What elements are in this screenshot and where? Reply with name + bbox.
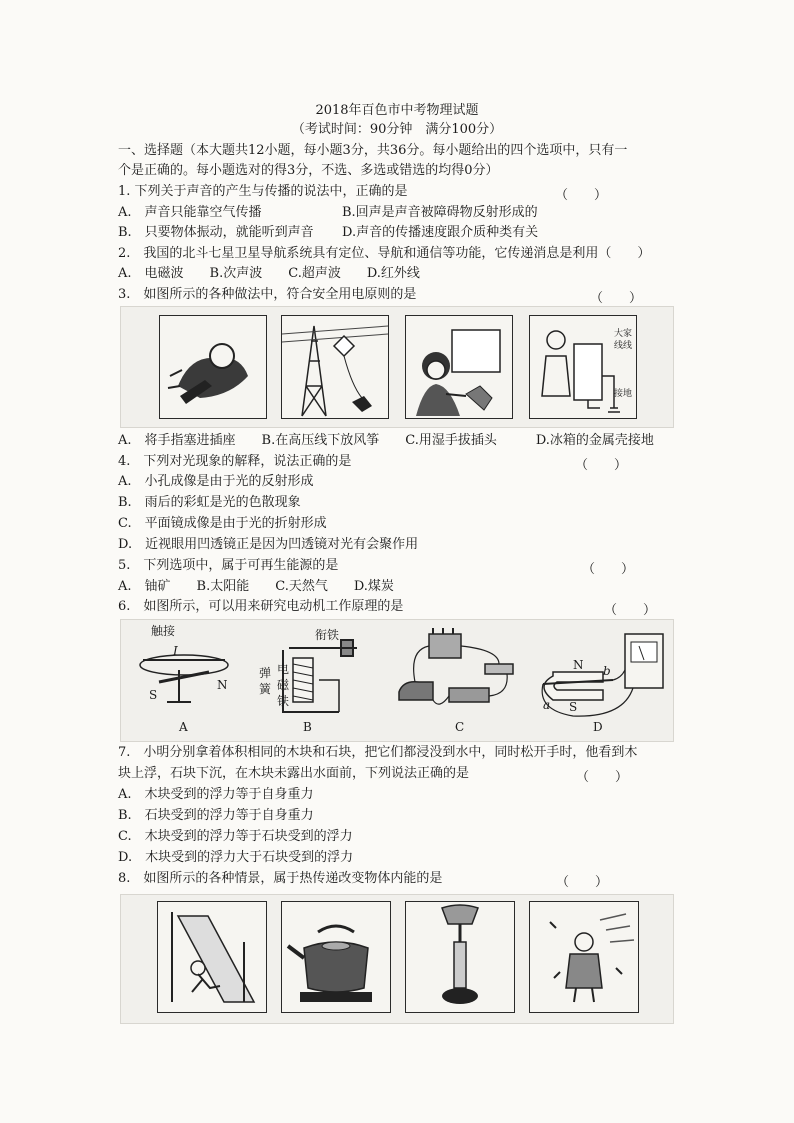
- q2-stem: 2. 我国的北斗七星卫星导航系统具有定位、导航和通信等功能，它传递消息是利用（ ）: [118, 246, 651, 261]
- q7-stem-line-2: 块上浮，石块下沉，在木块未露出水面前，下列说法正确的是: [118, 766, 470, 781]
- q6-diagram-c: [389, 620, 529, 741]
- q6-stem: 6. 如图所示，可以用来研究电动机工作原理的是: [118, 599, 404, 614]
- q6-em-label-1: 电: [277, 662, 290, 676]
- q3-options: A. 将手指塞进插座 B.在高压线下放风筝 C.用湿手拔插头 D.冰箱的金属壳接地: [118, 433, 654, 448]
- q6-fig-d-label: D: [593, 720, 603, 734]
- q7-stem-line-1: 7. 小明分别拿着体积相同的木块和石块，把它们都浸没到水中，同时松开手时，他看到木: [118, 745, 638, 760]
- q6-fig-b-label: B: [303, 720, 312, 734]
- q3-panel-finger-socket: [159, 315, 267, 419]
- q1-answer-paren: （ ）: [555, 188, 608, 203]
- q1-option-b: B.回声是声音被障碍物反射形成的: [342, 205, 538, 220]
- q6-answer-paren: （ ）: [604, 603, 657, 618]
- q6-a-n-label: N: [217, 678, 228, 692]
- q3-fig-label-3: 接地: [614, 389, 633, 399]
- q3-panel-fridge-grounding: [529, 315, 637, 419]
- q7-option-c: C. 木块受到的浮力等于石块受到的浮力: [118, 829, 353, 844]
- q5-options: A. 铀矿 B.太阳能 C.天然气 D.煤炭: [118, 579, 394, 594]
- q4-stem: 4. 下列对光现象的解释，说法正确的是: [118, 454, 352, 469]
- section-instructions-2: 个是正确的。每小题选对的得3分，不选、多选或错选的均得0分）: [118, 163, 499, 178]
- q6-d-b-label: b: [603, 664, 611, 678]
- q8-panel-slide: [157, 901, 267, 1013]
- q5-stem: 5. 下列选项中，属于可再生能源的是: [118, 558, 339, 573]
- q6-diagram-b: [253, 620, 373, 741]
- q7-option-d: D. 木块受到的浮力大于石块受到的浮力: [118, 850, 354, 865]
- q6-diagram-d: [533, 620, 669, 741]
- q4-option-d: D. 近视眼用凹透镜正是因为凹透镜对光有会聚作用: [118, 537, 419, 552]
- q8-panel-kettle: [281, 901, 391, 1013]
- q6-figure: [120, 619, 674, 742]
- q3-panel-wet-hand-plug: [405, 315, 513, 419]
- q6-touch-label: 触接: [151, 624, 176, 638]
- q1-option-a: A. 声音只能靠空气传播: [118, 205, 262, 220]
- q6-d-a-label: a: [543, 698, 551, 712]
- q6-d-s-label: S: [569, 700, 578, 714]
- q8-figure: [120, 894, 674, 1024]
- q7-answer-paren: （ ）: [576, 770, 629, 785]
- q1-option-c: B. 只要物体振动，就能听到声音: [118, 225, 314, 240]
- q7-option-b: B. 石块受到的浮力等于自身重力: [118, 808, 314, 823]
- q4-option-b: B. 雨后的彩虹是光的色散现象: [118, 495, 301, 510]
- q8-stem: 8. 如图所示的各种情景，属于热传递改变物体内能的是: [118, 871, 443, 886]
- q3-answer-paren: （ ）: [590, 291, 643, 306]
- q8-panel-rubbing-hands: [529, 901, 639, 1013]
- q8-answer-paren: （ ）: [556, 875, 609, 890]
- q6-em-label-3: 铁: [277, 694, 290, 708]
- q6-armature-label: 衔铁: [315, 628, 340, 642]
- q3-figure: [120, 306, 674, 428]
- q3-panel-kite-power-line: [281, 315, 389, 419]
- q6-fig-a-label: A: [179, 720, 188, 734]
- q6-em-label-2: 磁: [277, 678, 290, 692]
- q1-stem: 1. 下列关于声音的产生与传播的说法中，正确的是: [118, 184, 408, 199]
- q1-option-d: D.声音的传播速度跟介质种类有关: [342, 225, 539, 240]
- q6-d-n-label: N: [573, 658, 584, 672]
- section-instructions-1: 一、选择题（本大题共12小题，每小题3分，共36分。每小题给出的四个选项中，只有一: [118, 143, 628, 158]
- q6-current-label: I: [173, 644, 178, 658]
- q7-option-a: A. 木块受到的浮力等于自身重力: [118, 787, 314, 802]
- q4-option-c: C. 平面镜成像是由于光的折射形成: [118, 516, 327, 531]
- q2-options: A. 电磁波 B.次声波 C.超声波 D.红外线: [118, 266, 420, 281]
- q8-panel-pump: [405, 901, 515, 1013]
- q3-stem: 3. 如图所示的各种做法中，符合安全用电原则的是: [118, 287, 417, 302]
- q6-spring-label-1: 弹: [259, 666, 272, 680]
- exam-info: （考试时间：90分钟 满分100分）: [291, 122, 503, 137]
- q3-fig-label-1: 大家: [614, 329, 633, 339]
- q4-answer-paren: （ ）: [575, 458, 628, 473]
- q3-fig-label-2: 线线: [614, 341, 633, 351]
- exam-title: 2018年百色市中考物理试题: [315, 103, 479, 118]
- q6-fig-c-label: C: [455, 720, 465, 734]
- q5-answer-paren: （ ）: [582, 562, 635, 577]
- q6-diagram-a: [129, 620, 239, 741]
- q6-spring-label-2: 簧: [259, 682, 272, 696]
- q6-a-s-label: S: [149, 688, 158, 702]
- q4-option-a: A. 小孔成像是由于光的反射形成: [118, 474, 314, 489]
